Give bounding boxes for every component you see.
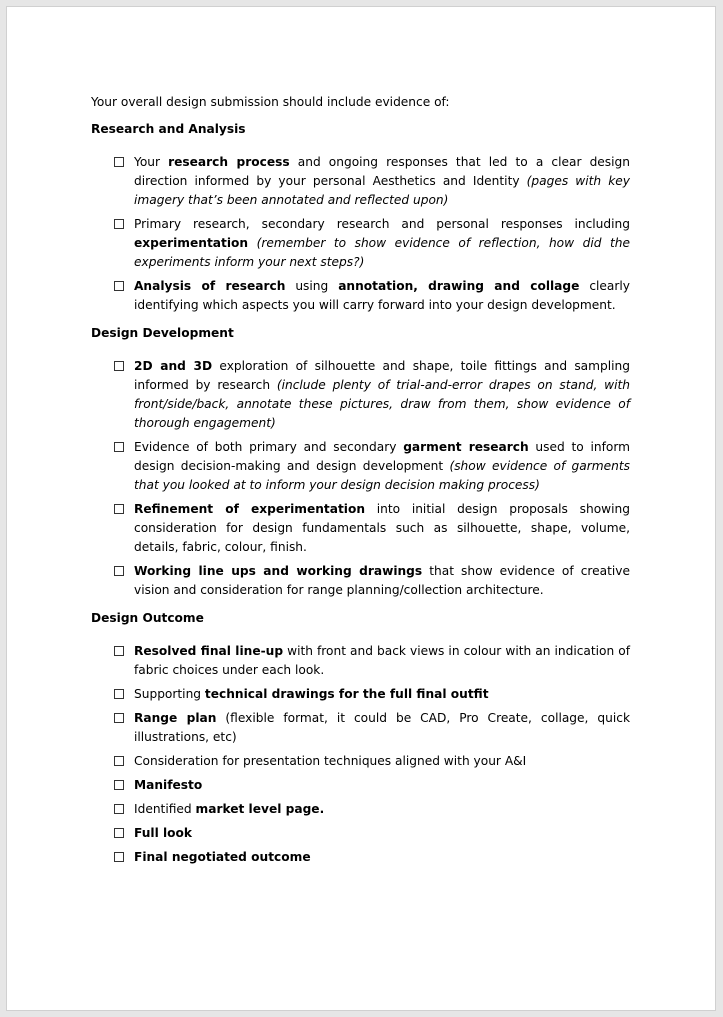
bold-text: Analysis of research: [134, 279, 286, 293]
bold-text: Manifesto: [134, 778, 203, 792]
checklist-item: [91, 357, 631, 433]
italic-text: (remember to show evidence of reflection, how did the experiments inform your next steps?): [134, 236, 630, 269]
checklist-item: [91, 215, 631, 272]
text-run: Identified: [134, 802, 196, 816]
text-run: and ongoing responses that led to a clear design direction informed by your personal Aesthetics and Identity: [134, 155, 631, 188]
bold-text: technical drawings for the full final outfit: [204, 687, 489, 701]
bold-text: experimentation: [134, 236, 249, 250]
checklist-item: [91, 438, 631, 495]
bold-text: annotation, drawing and collage: [338, 279, 580, 293]
checklist-item-text: [134, 685, 630, 704]
checklist-item: [91, 776, 631, 795]
checkbox-icon[interactable]: [114, 828, 124, 838]
text-run: Primary research, secondary research and personal responses including: [134, 217, 630, 231]
text-run: using: [285, 279, 339, 293]
checklist-item: [91, 709, 631, 747]
checklist-item-text: [134, 153, 630, 210]
bold-text: garment research: [403, 440, 529, 454]
checkbox-icon[interactable]: [114, 646, 124, 656]
checkbox-icon[interactable]: [114, 361, 124, 371]
checklist-item-text: [134, 800, 630, 819]
checklist-item-text: [134, 215, 630, 272]
bold-text: Refinement of experimentation: [134, 502, 366, 516]
sections-container: [91, 120, 631, 876]
checkbox-icon[interactable]: [114, 756, 124, 766]
checklist-item: [91, 562, 631, 600]
checkbox-icon[interactable]: [114, 504, 124, 514]
checklist-item: [91, 752, 631, 771]
text-run: clearly identifying which aspects you will carry forward into your design development.: [134, 279, 631, 312]
checkbox-icon[interactable]: [114, 442, 124, 452]
section-heading: Research and Analysis: [91, 122, 246, 136]
text-run: Your: [134, 155, 169, 169]
italic-text: (show evidence of garments that you looked at to inform your design decision making process): [134, 459, 630, 492]
checklist-item-text: [134, 776, 630, 795]
bold-text: Full look: [134, 826, 193, 840]
checklist-item: [91, 642, 631, 680]
text-run: used to inform design decision-making and design development: [134, 440, 630, 473]
text-run: that show evidence of creative vision and consideration for range planning/collection architecture.: [134, 564, 630, 597]
checklist-item: [91, 824, 631, 843]
checklist-item: [91, 277, 631, 315]
checklist-item-text: [134, 500, 630, 557]
checkbox-icon[interactable]: [114, 804, 124, 814]
checklist-item: [91, 153, 631, 210]
document-page: [6, 6, 716, 1011]
italic-text: (include plenty of trial-and-error drapes on stand, with front/side/back, annotate these pictures, draw from them, show evidence of thorough engagement): [134, 378, 630, 430]
checklist-item-text: [134, 709, 630, 747]
text-run: Supporting: [134, 687, 205, 701]
bold-text: research process: [168, 155, 290, 169]
checklist-item-text: [134, 562, 630, 600]
bold-text: Final negotiated outcome: [134, 850, 311, 864]
checklist-item: [91, 685, 631, 704]
section-heading: Design Development: [91, 326, 234, 340]
checklist-item-text: [134, 438, 630, 495]
checkbox-icon[interactable]: [114, 852, 124, 862]
checklist-item-text: [134, 277, 630, 315]
checklist-item-text: [134, 824, 630, 843]
text-run: with front and back views in colour with an indication of fabric choices under each look.: [134, 644, 630, 677]
checklist-item-text: [134, 848, 630, 867]
text-run: into initial design proposals showing consideration for design fundamentals such as silhouette, shape, volume, details, fabric, colour, finish.: [134, 502, 630, 554]
checklist-item-text: [134, 357, 630, 433]
checklist-item-text: [134, 752, 630, 771]
text-run: Consideration for presentation techniques aligned with your A&I: [134, 754, 527, 768]
document-content: [91, 93, 631, 876]
text-run: exploration of silhouette and shape, toile fittings and sampling informed by research: [134, 359, 630, 392]
checkbox-icon[interactable]: [114, 281, 124, 291]
checkbox-icon[interactable]: [114, 780, 124, 790]
bold-text: Range plan: [134, 711, 217, 725]
checkbox-icon[interactable]: [114, 713, 124, 723]
checkbox-icon[interactable]: [114, 689, 124, 699]
bold-text: Working line ups and working drawings: [134, 564, 423, 578]
text-run: (flexible format, it could be CAD, Pro Create, collage, quick illustrations, etc): [134, 711, 630, 744]
checkbox-icon[interactable]: [114, 157, 124, 167]
text-run: [248, 236, 257, 250]
bold-text: market level page.: [195, 802, 325, 816]
section-heading: Design Outcome: [91, 611, 204, 625]
checklist-item-text: [134, 642, 630, 680]
intro-text: Your overall design submission should include evidence of:: [91, 95, 450, 109]
text-run: Evidence of both primary and secondary: [134, 440, 404, 454]
checklist-item: [91, 500, 631, 557]
checkbox-icon[interactable]: [114, 219, 124, 229]
bold-text: Resolved final line-up: [134, 644, 284, 658]
checklist-item: [91, 800, 631, 819]
checklist-item: [91, 848, 631, 867]
bold-text: 2D and 3D: [134, 359, 213, 373]
checkbox-icon[interactable]: [114, 566, 124, 576]
section-spacer: [91, 872, 631, 876]
italic-text: (pages with key imagery that’s been annotated and reflected upon): [134, 174, 630, 207]
